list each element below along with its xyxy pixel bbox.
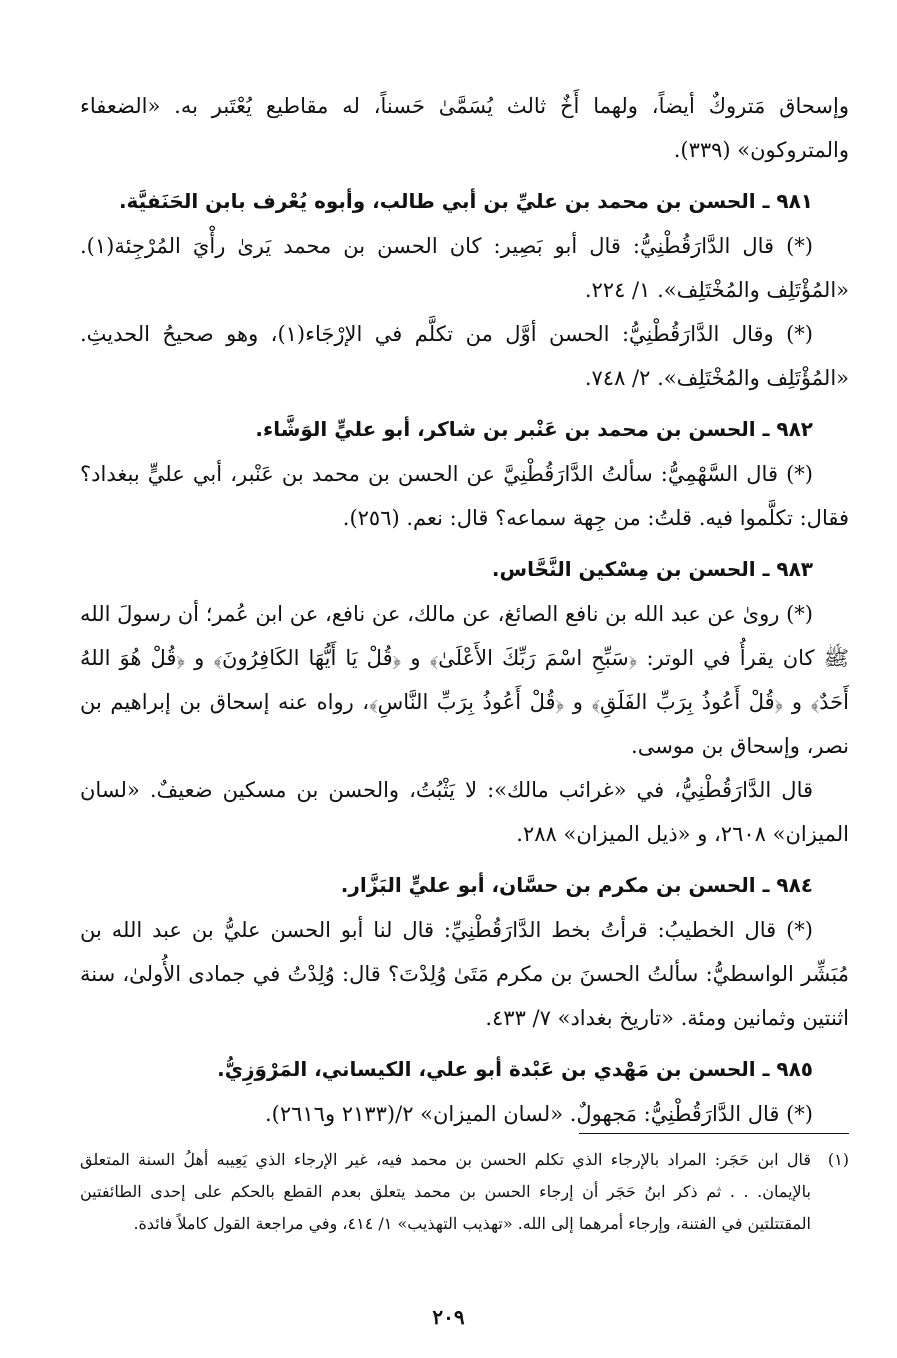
entry-paragraph: (*) روىٰ عن عبد الله بن نافع الصائغ، عن مالك، عن نافع، عن ابن عُمر؛ أن رسولَ الله ﷺ كان يقرأُ في الوتر: ﴿سَبِّحِ اسْمَ رَبِّكَ الأَعْلَىٰ﴾ و ﴿قُلْ يَا أَيُّهَا الكَافِرُونَ﴾ و ﴿قُلْ هُوَ اللهُ أَحَدٌ﴾ و ﴿قُلْ أَعُوذُ بِرَبِّ الفَلَقِ﴾ و ﴿قُلْ أَعُوذُ بِرَبِّ النَّاسِ﴾، رواه عنه إسحاق بن إبراهيم بن نصر، وإسحاق بن موسى. [80,602,849,758]
footnote-text: قال ابن حَجَر: المراد بالإرجاء الذي تكلم الحسن بن محمد فيه، غير الإرجاء الذي يَعِيبه أهلُ السنة المتعلق بالإيمان. . . ثم ذكر ابنُ حَجَر أن إرجاء الحسن بن محمد يتعلق بعدم القطع بالحكم على إحدى الطائفتين المقتتلتين في الفتنة، وإرجاء أمرهما إلى الله. «تهذيب التهذيب» ١/ ٤١٤، وفي مراجعة القول كاملاً فائدة. [80,1150,811,1233]
entry-heading: ٩٨٣ ـ الحسن بن مِسْكين النَّحَّاس. [491,557,813,581]
footnote-divider [579,1133,849,1134]
entry-paragraph: (*) قال الخطيبُ: قرأتُ بخط الدَّارَقُطْنِيِّ: قال لنا أبو الحسن عليُّ بن عبد الله بن مُبَشِّر الواسطيُّ: سألتُ الحسنَ بن مكرم مَتَىٰ وُلِدْتَ؟ قال: وُلِدْتُ في جمادى الأُولىٰ، سنة اثنتين وثمانين ومئة. «تاريخ بغداد» ٧/ ٤٣٣. [80,918,849,1030]
entry-paragraph: قال الدَّارَقُطْنِيُّ، في «غرائب مالك»: لا يَثْبُتُ، والحسن بن مسكين ضعيفٌ. «لسان الميزان» ٢٦٠٨، و «ذيل الميزان» ٢٨٨. [80,778,849,846]
entry-981 [80,178,849,400]
page-body [80,84,849,1136]
entry-985 [80,1046,849,1136]
entry-paragraph: (*) وقال الدَّارَقُطْنِيُّ: الحسن أوَّل من تكلَّم في الإرْجَاء(١)، وهو صحيحُ الحديثِ. «المُؤْتَلِف والمُخْتَلِف». ٢/ ٧٤٨. [80,322,849,390]
entry-984 [80,862,849,1040]
intro-paragraph: وإسحاق مَتروكٌ أيضاً، ولهما أَخٌ ثالث يُسَمَّىٰ حَسناً، له مقاطيع يُعْتَبر به. «الضعفاء والمتروكون» (٣٣٩). [80,94,849,162]
entry-heading: ٩٨٢ ـ الحسن بن محمد بن عَنْبر بن شاكر، أبو عليٍّ الوَشَّاء. [255,417,813,441]
entry-paragraph: (*) قال السَّهْمِيُّ: سألتُ الدَّارَقُطْنِيَّ عن الحسن بن محمد بن عَنْبر، أبي عليٍّ ببغداد؟ فقال: تكلَّموا فيه. قلتُ: من جِهة سماعه؟ قال: نعم. (٢٥٦). [80,462,849,530]
entry-heading: ٩٨٤ ـ الحسن بن مكرم بن حسَّان، أبو عليٍّ البَزَّار. [340,873,813,897]
entry-paragraph: (*) قال الدَّارَقُطْنِيُّ: مَجهولٌ. «لسان الميزان» ٢/(٢١٣٣ و٢٦١٦). [264,1102,813,1126]
entry-heading: ٩٨١ ـ الحسن بن محمد بن عليِّ بن أبي طالب، وأبوه يُعْرف بابن الحَنَفيَّة. [118,189,813,213]
entry-heading: ٩٨٥ ـ الحسن بن مَهْدي بن عَبْدة أبو علي، الكيساني، المَرْوَزِيُّ. [217,1057,813,1081]
entry-paragraph: (*) قال الدَّارَقُطْنِيُّ: قال أبو بَصِير: كان الحسن بن محمد يَرىٰ رأْيَ المُرْجِئة(١). «المُؤْتَلِف والمُخْتَلِف». ١/ ٢٢٤. [80,234,849,302]
page-number: ٢٠٩ [432,1305,465,1329]
entry-983 [80,546,849,856]
entry-982 [80,406,849,540]
footnotes [80,1133,849,1240]
footnote-number: (١) [827,1150,849,1169]
footnote [80,1144,849,1240]
